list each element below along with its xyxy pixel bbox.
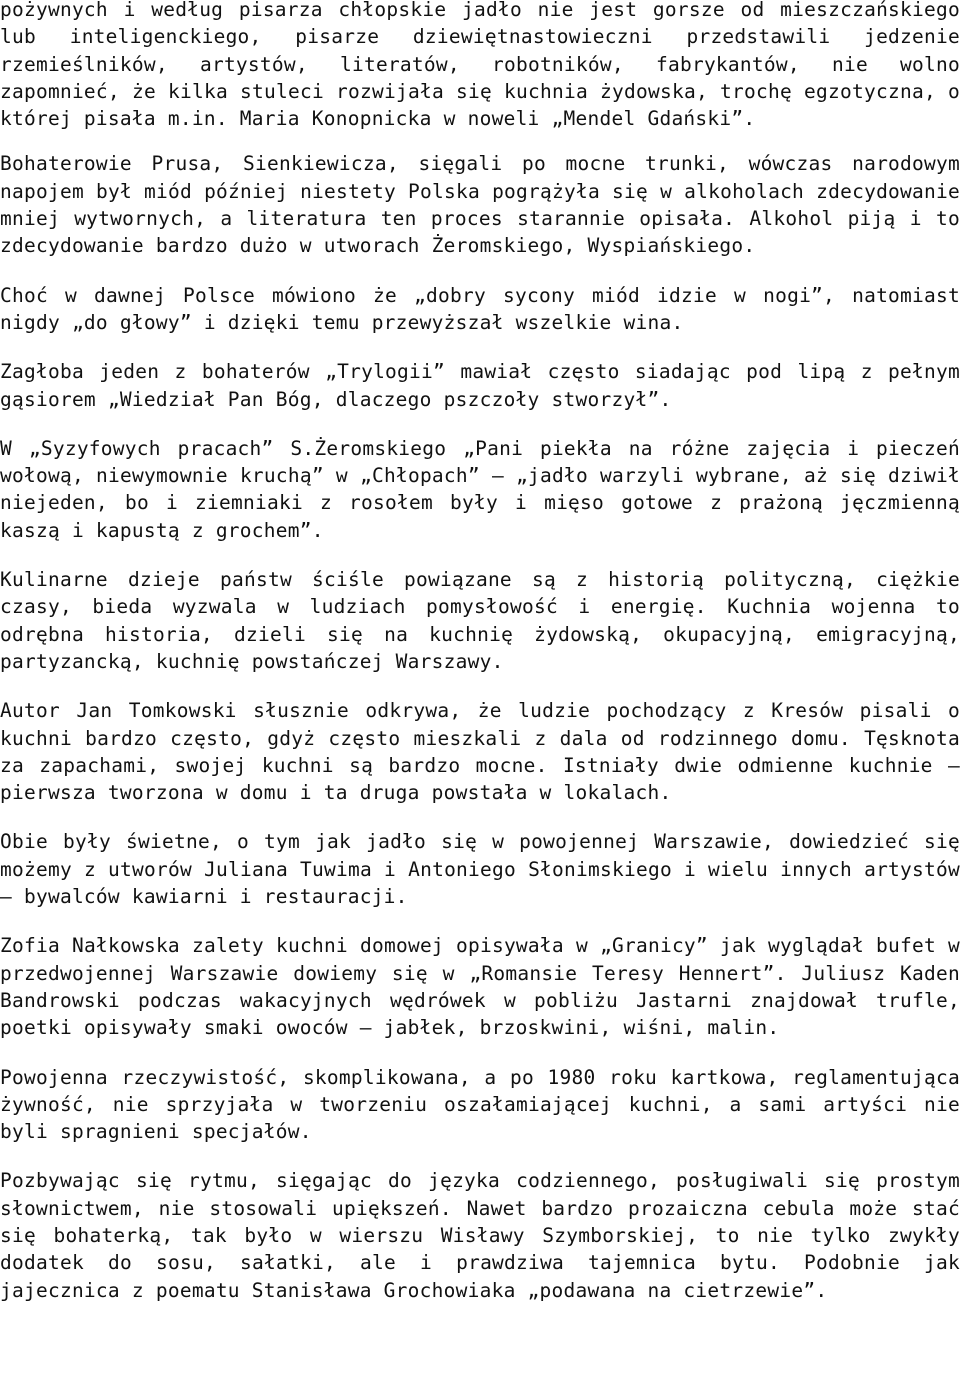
paragraph-culinary-history: Kulinarne dzieje państw ściśle powiązane są z historią polityczną, ciężkie czasy, bieda wyzwala w ludziach pomysłowość i energię. Kuchnia wojenna to odrębna historia, dzieli się na kuchnię żydowską, okupacyjną, emigracyjną, partyzancką, kuchnię powstańczej Warszawy. <box>0 568 960 673</box>
paragraph-kresy: Autor Jan Tomkowski słusznie odkrywa, że ludzie pochodzący z Kresów pisali o kuchni bardzo często, gdyż często mieszkali z dala od rodzinnego domu. Tęsknota za zapachami, swojej kuchni są bardzo mocne. Istniały dwie odmienne kuchnie – pierwsza tworzona w domu i ta druga powstała w lokalach. <box>0 699 960 805</box>
paragraph-poetry: Pozbywając się rytmu, sięgając do języka codziennego, posługiwali się prostym słownictwem, nie stosowali upiększeń. Nawet bardzo prozaiczna cebula może stać się bohaterką, tak było w wierszu Wisławy Szymborskiej, to nie tylko zwykły dodatek do sosu, sałatki, ale i prawdziwa tajemnica bytu. Podobnie jak jajecznica z poematu Stanisława Grochowiaka „podawana na cietrzewie”. <box>0 1169 960 1302</box>
paragraph-nalkowska: Zofia Nałkowska zalety kuchni domowej opisywała w „Granicy” jak wyglądał bufet w przedwojennej Warszawie dowiemy się w „Romansie Teresy Hennert”. Juliusz Kaden Bandrowski podczas wakacyjnych wędrówek w pobliżu Jastarni znajdował trufle, poetki opisywały smaki owoców – jabłek, brzoskwini, wiśni, malin. <box>0 934 960 1040</box>
paragraph-postwar-warsaw: Obie były świetne, o tym jak jadło się w powojennej Warszawie, dowiedzieć się możemy z utworów Juliana Tuwima i Antoniego Słonimskiego i wielu innych artystów – bywalców kawiarni i restauracji. <box>0 830 960 909</box>
paragraph-zeromski: W „Syzyfowych pracach” S.Żeromskiego „Pani piekła na różne zajęcia i pieczeń wołową, niewymownie kruchą” w „Chłopach” – „jadło warzyli wybrane, aż się dziwił niejeden, bo i ziemniaki z rosołem były i mięso gotowe z prażoną jęczmienną kaszą i kapustą z grochem”. <box>0 436 960 542</box>
paragraph-alcohol: Bohaterowie Prusa, Sienkiewicza, sięgali po mocne trunki, wówczas narodowym napojem był miód później niestety Polska pogrążyła się w alkoholach zdecydowanie mniej wytwornych, a literatura ten proces starannie opisała. Alkohol piją i to zdecydowanie bardzo dużo w utworach Żeromskiego, Wyspiańskiego. <box>0 152 960 258</box>
paragraph-zagloba: Zagłoba jeden z bohaterów „Trylogii” mawiał często siadając pod lipą z pełnym gąsiorem „Wiedział Pan Bóg, dlaczego pszczoły stworzył”. <box>0 360 960 411</box>
paragraph-mead: Choć w dawnej Polsce mówiono że „dobry sycony miód idzie w nogi”, natomiast nigdy „do głowy” i dzięki temu przewyższał wszelkie wina. <box>0 283 960 334</box>
paragraph-postwar-reality: Powojenna rzeczywistość, skomplikowana, a po 1980 roku kartkowa, reglamentująca żywność, nie sprzyjała w tworzeniu oszałamiającej kuchni, a sami artyści nie byli spragnieni specjałów. <box>0 1065 960 1144</box>
paragraph-intro-continuation: pożywnych i według pisarza chłopskie jadło nie jest gorsze od mieszczańskiego lub inteligenckiego, pisarze dziewiętnastowieczni przedstawili jedzenie rzemieślników, artystów, literatów, robotników, fabrykantów, nie wolno zapomnieć, że kilka stuleci rozwijała się kuchnia żydowska, trochę egzotyczna, o której pisała m.in. Maria Konopnicka w noweli „Mendel Gdański”. <box>0 0 960 131</box>
